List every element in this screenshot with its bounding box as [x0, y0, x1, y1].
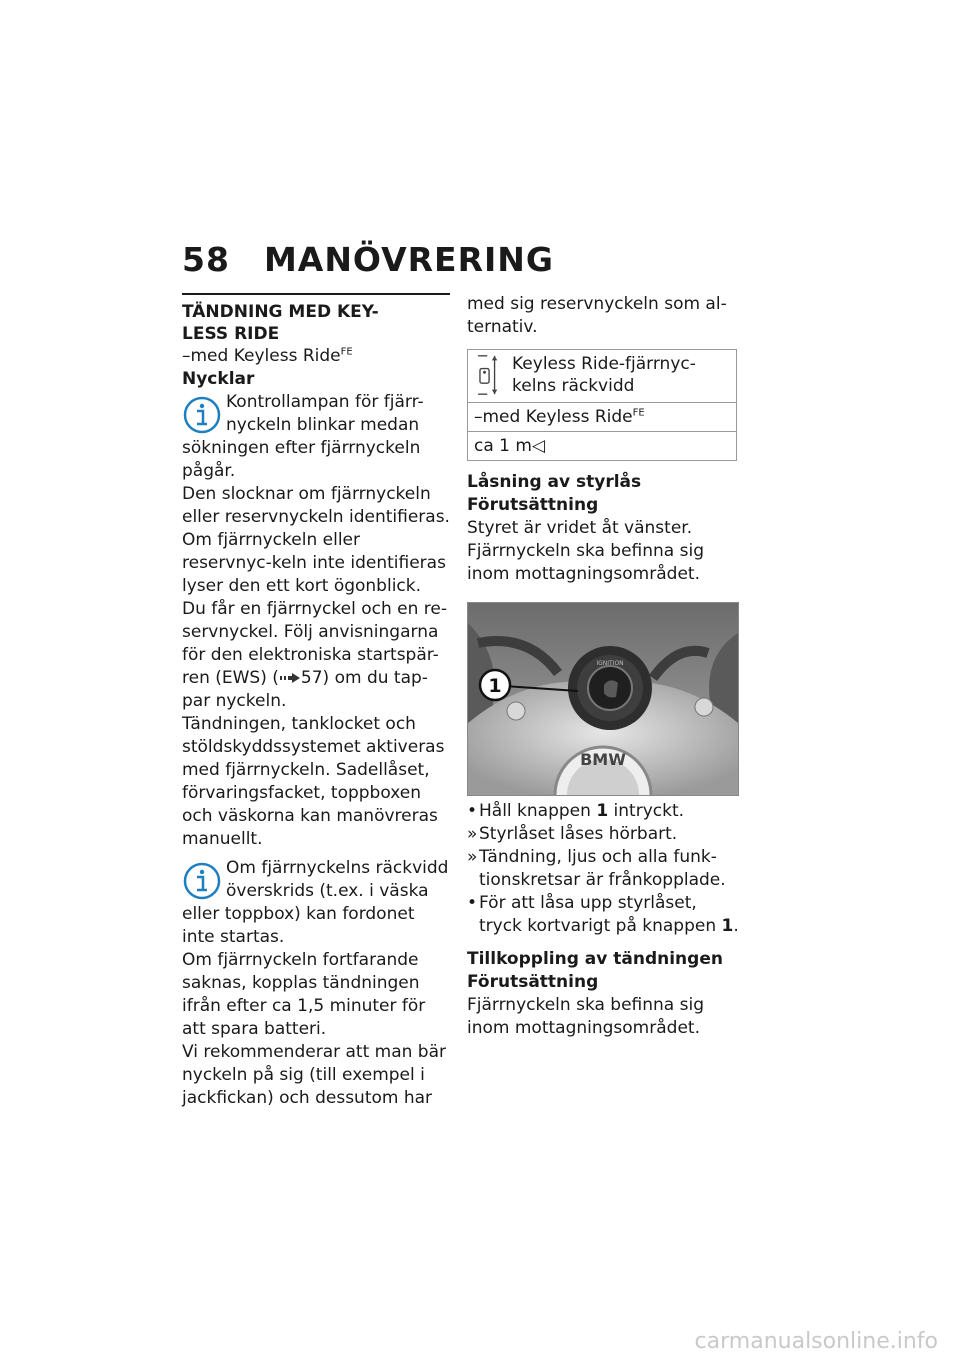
- note2-rest: eller toppbox) kan fordonet inte startas.: [182, 904, 415, 947]
- prerequisite-heading: Förutsättning: [467, 495, 599, 515]
- ignition-illustration: [468, 603, 738, 795]
- note2-line2: överskrids (t.ex. i väska: [226, 881, 429, 901]
- prerequisite-text: Styret är vridet åt vänster. Fjärrnyckeln ska befinna sig inom mottagningsområdet.: [467, 518, 705, 584]
- page-reference-link[interactable]: 57: [300, 668, 323, 688]
- note2-line1: Om fjärrnyckelns räckvidd: [226, 858, 449, 878]
- step-item: » Tändning, ljus och alla funk-tionskretsar är frånkopplade.: [467, 847, 726, 890]
- variant-line: –med Keyless Ride$^{FE}$: [182, 346, 353, 366]
- steering-lock-heading: Låsning av styrlås: [467, 472, 642, 492]
- bmw-badge-text: BMW: [580, 750, 626, 769]
- prerequisite-text: Fjärrnyckeln ska befinna sig inom mottagningsområdet.: [467, 995, 705, 1038]
- paragraph-2: Du får en fjärrnyckel och en re-servnyckel. Följ anvisningarna för den elektroniska startspär-ren (EWS) ( 57) om du tap-par nyckeln.: [182, 599, 447, 711]
- step-item: • För att låsa upp styrlåset, tryck kortvarigt på knappen 1.: [467, 893, 739, 936]
- page-number: 58: [182, 240, 230, 279]
- step-item: » Styrlåset låses hörbart.: [467, 824, 678, 844]
- section-rule: [182, 293, 450, 295]
- photo-callout-1: 1: [488, 675, 502, 697]
- paragraph-4: Om fjärrnyckeln fortfarande saknas, kopplas tändningen ifrån efter ca 1,5 minuter för att spara batteri.: [182, 950, 426, 1039]
- end-of-spec-icon: ◁: [531, 436, 546, 456]
- note1-line2: nyckeln blinkar medan: [226, 415, 420, 435]
- prerequisite-heading: Förutsättning: [467, 972, 599, 992]
- keys-heading: Nycklar: [182, 369, 255, 389]
- ignition-button-label: IGNITION: [596, 660, 624, 667]
- steps-list: [467, 800, 739, 938]
- ignition-photo: [467, 602, 739, 796]
- paragraph-3: Tändningen, tanklocket och stöldskyddssystemet aktiveras med fjärrnyckeln. Sadellåset, förvaringsfacket, toppboxen och väskorna kan manövreras manuellt.: [182, 714, 445, 849]
- info-note-1: [182, 391, 450, 483]
- paragraph-1: Den slocknar om fjärrnyckeln eller reservnyckeln identifieras. Om fjärrnyckeln eller reservnyc-keln inte identifieras lyser den ett kort ögonblick.: [182, 484, 450, 596]
- page-header: [182, 240, 554, 279]
- key-range-icon: [476, 354, 504, 396]
- info-icon: [182, 861, 222, 901]
- info-icon: [182, 395, 222, 435]
- paragraph-continued: med sig reservnyckeln som al-ternativ.: [467, 294, 727, 337]
- range-table-value: ca 1 m◁: [468, 432, 737, 461]
- range-table-variant: –med Keyless Ride$^{FE}$: [468, 403, 737, 432]
- range-table: [467, 349, 737, 461]
- range-table-header: Keyless Ride-fjärrnyc-kelns räckvidd: [468, 350, 737, 403]
- paragraph-5: Vi rekommenderar att man bär nyckeln på sig (till exempel i jackfickan) och dessutom har: [182, 1042, 447, 1108]
- left-column: [182, 293, 450, 1110]
- page-reference-arrow-icon: [279, 672, 301, 684]
- footer-watermark: carmanualsonline.info: [694, 1329, 938, 1354]
- info-note-2: [182, 857, 450, 949]
- right-column: [467, 293, 739, 1040]
- note1-line1: Kontrollampan för fjärr-: [226, 392, 424, 412]
- step-item: • Håll knappen 1 intryckt.: [467, 801, 685, 821]
- page-title: MANÖVRERING: [263, 240, 554, 279]
- ignition-on-heading: Tillkoppling av tändningen: [467, 949, 723, 969]
- section-title: TÄNDNING MED KEY-LESS RIDE: [182, 302, 379, 344]
- note1-rest: sökningen efter fjärrnyckeln pågår.: [182, 438, 421, 481]
